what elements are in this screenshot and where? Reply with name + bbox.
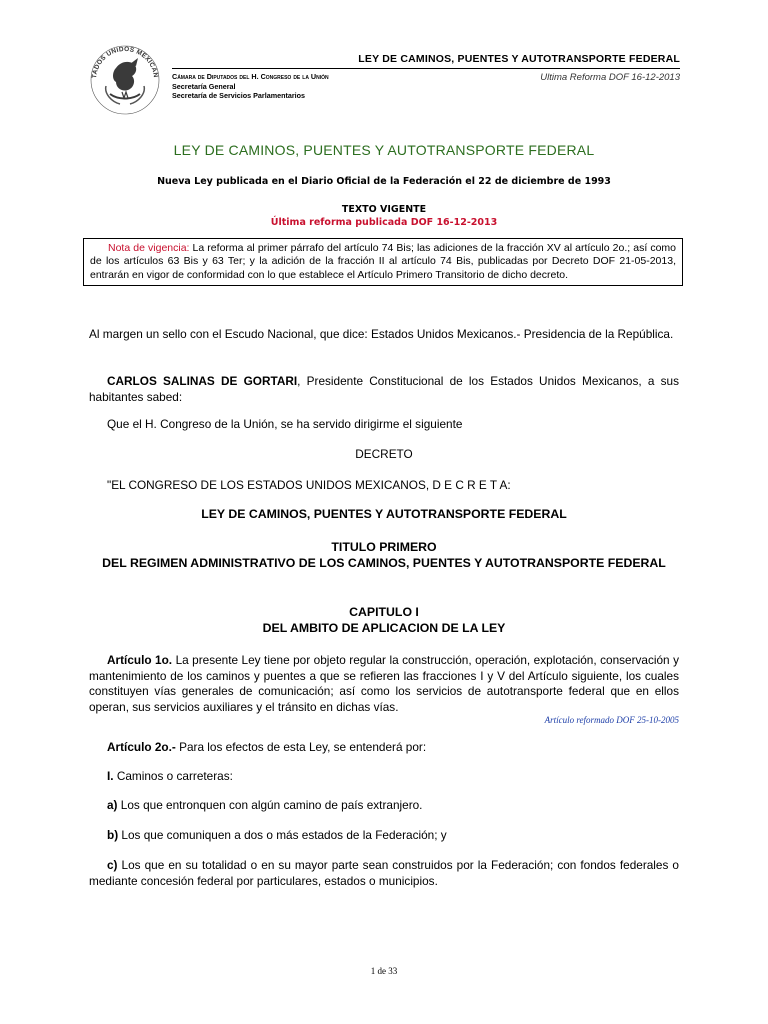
carlos-name: CARLOS SALINAS DE GORTARI: [107, 374, 298, 388]
document-title: LEY DE CAMINOS, PUENTES Y AUTOTRANSPORTE FEDERAL: [173, 142, 595, 158]
titulo-heading: [89, 540, 679, 571]
page-number: 1 de 33: [370, 966, 398, 976]
b-label: b): [107, 828, 119, 842]
decreto-heading: DECRETO: [355, 447, 413, 461]
inciso-b: [89, 828, 679, 844]
vigente-block: [0, 203, 768, 229]
titulo-label: TITULO PRIMERO: [331, 540, 437, 554]
paragraph-margen: [89, 327, 679, 343]
que-text: Que el H. Congreso de la Unión, se ha servido dirigirme el siguiente: [107, 417, 463, 431]
carlos-text: , Presidente Constitucional de los Estados Unidos Mexicanos, a sus habitantes sabed:: [89, 374, 680, 404]
c-text: Los que en su totalidad o en su mayor parte sean construidos por la Federación; con fondos federales o mediante concesión federal por particulares, estados o municipios.: [89, 858, 679, 888]
c-label: c): [107, 858, 118, 872]
i-label: I.: [107, 769, 114, 783]
titulo-sub: DEL REGIMEN ADMINISTRATIVO DE LOS CAMINOS, PUENTES Y AUTOTRANSPORTE FEDERAL: [102, 555, 666, 570]
header-institution-block: [172, 72, 329, 101]
inciso-a: [89, 798, 679, 814]
articulo-2: [89, 740, 679, 756]
i-text: Caminos o carreteras:: [113, 769, 233, 783]
inciso-c: [89, 858, 679, 889]
b-text: Los que comuniquen a dos o más estados de la Federación; y: [118, 828, 447, 842]
texto-vigente: TEXTO VIGENTE: [341, 204, 427, 215]
national-seal-icon: [86, 38, 164, 116]
header-secretaria: Secretaría General: [172, 81, 236, 91]
congreso-text: "EL CONGRESO DE LOS ESTADOS UNIDOS MEXICANOS, D E C R E T A:: [107, 478, 511, 492]
a-text: Los que entronquen con algún camino de país extranjero.: [117, 798, 423, 812]
art2-text: Para los efectos de esta Ley, se entenderá por:: [175, 740, 427, 754]
art1-label: Artículo 1o.: [107, 653, 173, 667]
page-header: [172, 53, 680, 101]
paragraph-congreso: [89, 478, 679, 494]
capitulo-label: CAPITULO I: [349, 605, 419, 619]
capitulo-sub: DEL AMBITO DE APLICACION DE LA LEY: [262, 620, 506, 635]
fraccion-i: [89, 769, 679, 785]
paragraph-que: [89, 417, 679, 433]
capitulo-heading: [89, 605, 679, 636]
art1-reform-note: Artículo reformado DOF 25-10-2005: [544, 715, 679, 725]
a-label: a): [107, 798, 118, 812]
art2-label: Artículo 2o.-: [107, 740, 176, 754]
header-title: LEY DE CAMINOS, PUENTES Y AUTOTRANSPORTE FEDERAL: [172, 53, 680, 69]
nota-label: Nota de vigencia:: [108, 242, 190, 254]
publication-line: Nueva Ley publicada en el Diario Oficial de la Federación el 22 de diciembre de 1993: [157, 176, 611, 187]
paragraph-carlos: [89, 374, 679, 405]
art1-text: La presente Ley tiene por objeto regular la construcción, operación, explotación, conservación y mantenimiento de los caminos y puentes a que se refieren las fracciones I y V del Artículo siguiente, los cuales constituyen vías generales de comunicación; así como los servicios de autotransporte federal que en ellos operan, sus servicios auxiliares y el tránsito en dichas vías.: [89, 653, 679, 714]
header-institution: Cámara de Diputados del H. Congreso de la Unión: [172, 72, 329, 81]
margen-text: Al margen un sello con el Escudo Nacional, que dice: Estados Unidos Mexicanos.- Presidencia de la República.: [89, 327, 674, 341]
header-servicios: Secretaría de Servicios Parlamentarios: [172, 91, 306, 100]
nota-text: La reforma al primer párrafo del artículo 74 Bis; las adiciones de la fracción XV al artículo 2o.; así como de los artículos 63 Bis y 63 Ter; y la adición de la fracción II al artículo 74 Bis, publicadas por Decreto DOF 21-05-2013, entrarán en vigor de conformidad con lo que establece el Artículo Primero Transitorio de dicho decreto.: [90, 242, 676, 281]
header-reform: Ultima Reforma DOF 16-12-2013: [540, 72, 680, 83]
articulo-1: [89, 653, 679, 726]
seal-text: TADOS UNIDOS MEXICAN: [91, 45, 159, 79]
nota-vigencia-box: [83, 238, 683, 286]
ultima-reforma: Última reforma publicada DOF 16-12-2013: [270, 217, 498, 228]
ley-heading: LEY DE CAMINOS, PUENTES Y AUTOTRANSPORTE FEDERAL: [201, 507, 567, 521]
